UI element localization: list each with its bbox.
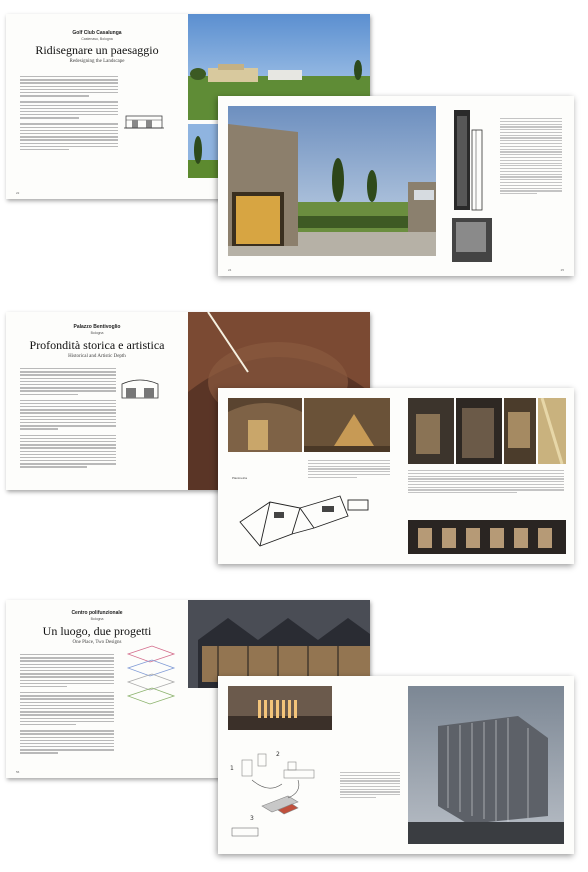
spread3-subtitle: One Place, Two Designs: [72, 640, 122, 645]
spread1-subtitle: Redesigning the Landscape: [69, 59, 125, 64]
spread1-section-drawing: [124, 110, 164, 136]
spread2-kicker: Palazzo Bentivoglio: [73, 324, 121, 330]
spread2-body-text: [20, 368, 116, 470]
phase-number-1: 1: [230, 765, 234, 772]
bentivoglio-pyramid-photo: [304, 398, 390, 452]
centro-building-render: [408, 686, 564, 844]
spread2-kicker-sub: Bologna: [90, 331, 104, 335]
spread2-left-page: [6, 312, 189, 490]
spread2-subtitle: Historical and Artistic Depth: [68, 354, 126, 359]
spread2-title: Profondità storica e artistica: [29, 338, 165, 352]
centro-facade-render: [188, 600, 370, 688]
golf-wall-photo: [228, 106, 436, 256]
golf-front-page: [218, 96, 574, 276]
bentivoglio-caption-left: [308, 460, 390, 479]
spread3-kicker: Centro polifunzionale: [71, 610, 123, 616]
spread1-body-text: [20, 76, 118, 152]
spread3-left-page: [6, 600, 189, 778]
bentivoglio-arcade-photo: [408, 520, 566, 554]
bentivoglio-front-page: [218, 388, 574, 564]
bentivoglio-plan-label: Planimetria: [232, 476, 248, 480]
golf-front-page-left-number: 24: [228, 268, 232, 272]
spread1-page-number: 22: [16, 191, 20, 195]
bentivoglio-interior-photo-2: [456, 398, 502, 464]
golf-construction-detail: [450, 110, 494, 266]
bentivoglio-interior-photo-4: [538, 398, 566, 464]
phase-number-2: 2: [276, 751, 280, 758]
bentivoglio-cellar-photo: [228, 398, 302, 452]
centro-caption: [340, 772, 400, 800]
bentivoglio-interior-photo-3: [504, 398, 536, 464]
spread3-title: Un luogo, due progetti: [42, 624, 152, 638]
spread3-exploded-axonometry: [122, 644, 178, 714]
bentivoglio-interior-photo-1: [408, 398, 454, 464]
spread2-section-drawing: [120, 378, 160, 402]
spread1-left-page: [6, 14, 189, 199]
centro-phasing-diagram: [228, 740, 338, 844]
phase-number-3: 3: [250, 815, 254, 822]
golf-front-page-right-number: 25: [560, 268, 564, 272]
golf-detail-legend: [500, 118, 562, 196]
spread1-kicker: Golf Club Casalunga: [72, 30, 122, 36]
centro-night-render: [228, 686, 332, 730]
bentivoglio-floor-plan: [230, 482, 380, 552]
spread3-kicker-sub: Bologna: [90, 617, 104, 621]
spread1-title: Ridisegnare un paesaggio: [35, 43, 159, 57]
centro-front-page: [218, 676, 574, 854]
bentivoglio-caption-right: [408, 470, 564, 495]
spread3-page-number: 56: [16, 770, 20, 774]
spread1-kicker-sub: Castenaso, Bologna: [81, 37, 113, 41]
spread3-body-text: [20, 654, 114, 756]
